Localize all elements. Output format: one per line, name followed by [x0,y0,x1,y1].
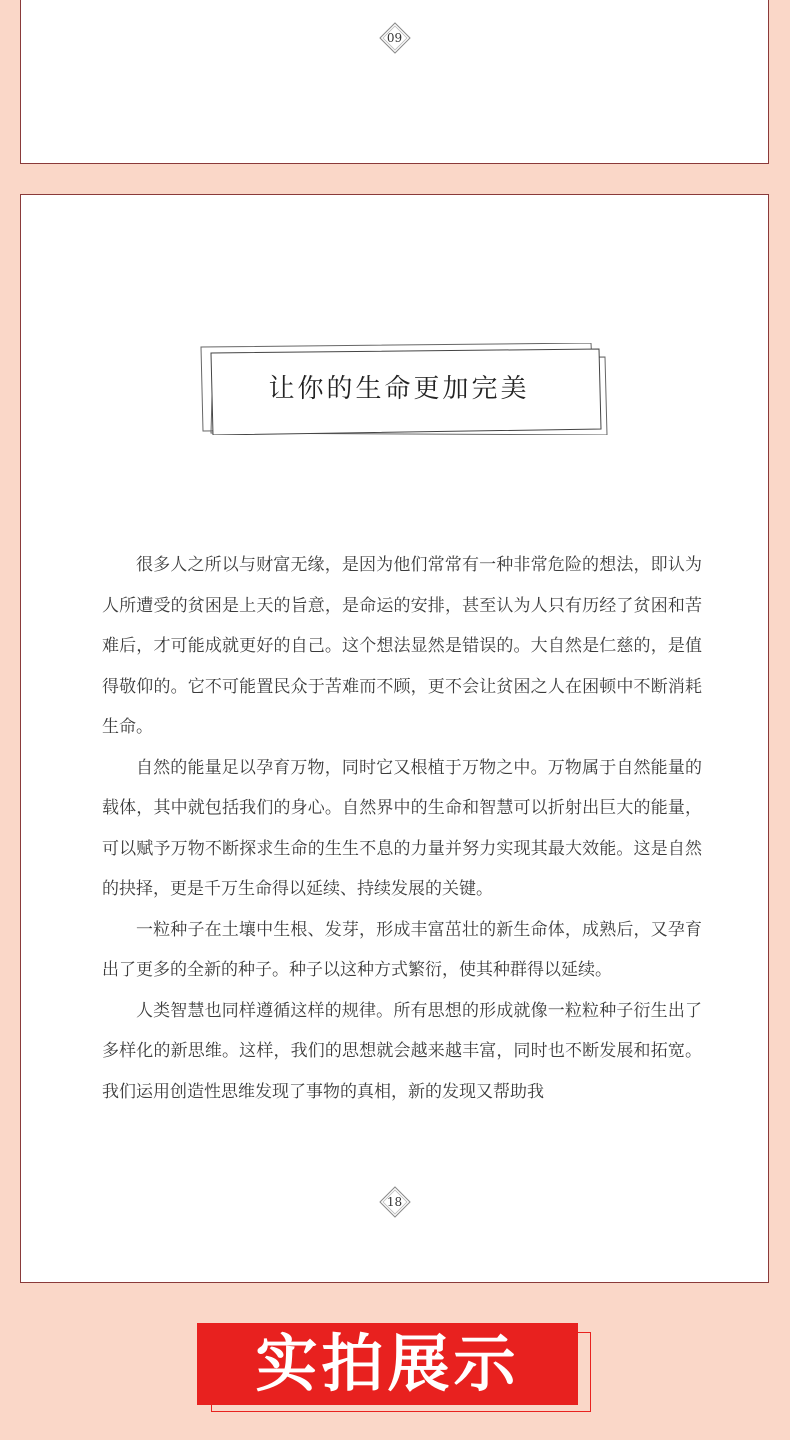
page-number: 18 [386,1195,403,1209]
paragraph: 很多人之所以与财富无缘，是因为他们常常有一种非常危险的想法，即认为人所遭受的贫困是上天的旨意，是命运的安排，甚至认为人只有历经了贫困和苦难后，才可能成就更好的自己。这个想法显然是错误的。大自然是仁慈的，是值得敬仰的。它不可能置民众于苦难而不顾，更不会让贫困之人在困顿中不断消耗生命。 [102,555,702,737]
paragraph: 人类智慧也同样遵循这样的规律。所有思想的形成就像一粒粒种子衍生出了多样化的新思维。这样，我们的思想就会越来越丰富，同时也不断发展和拓宽。我们运用创造性思维发现了事物的真相，新的发现又帮助我 [102,1000,702,1102]
page-number-badge [378,21,412,55]
page-number-badge [378,1185,412,1219]
book-page-top [20,0,769,164]
chapter-body [102,545,702,1112]
banner-label: 实拍展示 [255,1327,520,1400]
page-number: 09 [386,31,403,45]
book-page-main [20,194,769,1283]
photo-showcase-banner [197,1321,597,1421]
paragraph: 一粒种子在土壤中生根、发芽，形成丰富茁壮的新生命体，成熟后，又孕育出了更多的全新的种子。种子以这种方式繁衍，使其种群得以延续。 [102,919,702,980]
paragraph: 自然的能量足以孕育万物，同时它又根植于万物之中。万物属于自然能量的载体，其中就包括我们的身心。自然界中的生命和智慧可以折射出巨大的能量，可以赋予万物不断探求生命的生生不息的力量并努力实现其最大效能。这是自然的抉择，更是千万生命得以延续、持续发展的关键。 [102,757,702,899]
chapter-title-frame [199,343,609,435]
chapter-title: 让你的生命更加完美 [268,374,530,404]
